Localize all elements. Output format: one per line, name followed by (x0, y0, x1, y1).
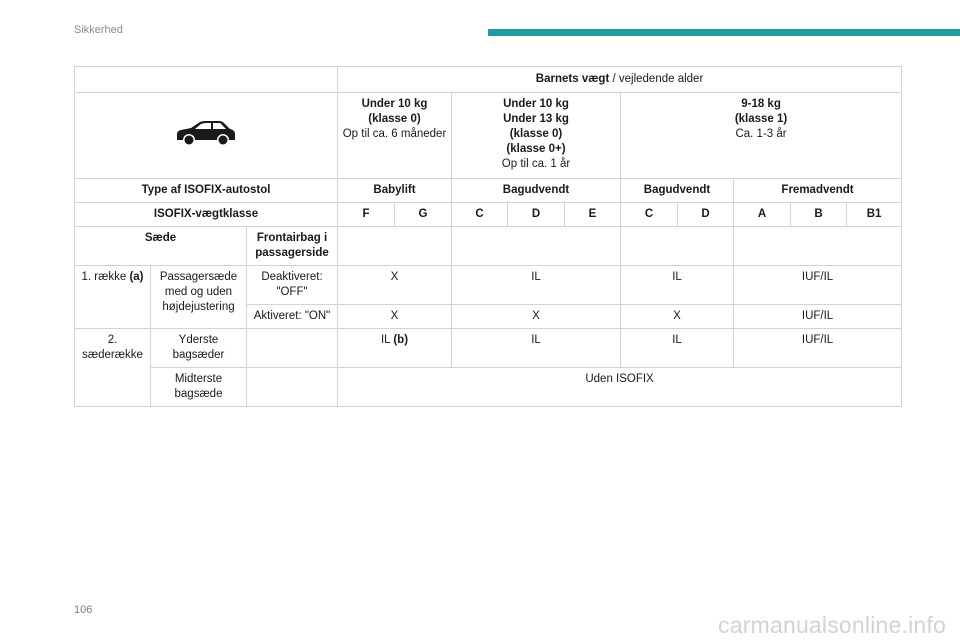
weight-class-cell: F (338, 203, 395, 227)
value-cell: IL (b) (338, 329, 452, 368)
value-cell: IL (452, 329, 621, 368)
value-cell: IUF/IL (734, 305, 902, 329)
category-9-18kg: 9-18 kg (klasse 1) Ca. 1-3 år (621, 93, 902, 179)
category-under-13kg: Under 10 kg Under 13 kg (klasse 0) (klasse 0+) Op til ca. 1 år (452, 93, 621, 179)
seat-type-cell: Bagudvendt (452, 179, 621, 203)
empty-cell (247, 368, 338, 407)
weight-class-cell: C (452, 203, 508, 227)
value-cell: X (621, 305, 734, 329)
page-number: 106 (74, 604, 93, 616)
seat-type-label: Type af ISOFIX-autostol (75, 179, 338, 203)
empty-cell (621, 227, 734, 266)
row1-deactivated (75, 266, 902, 305)
empty-cell (247, 329, 338, 368)
middle-seat: Midterste bagsæde (151, 368, 247, 407)
value-cell: X (452, 305, 621, 329)
airbag-header: Frontairbag i passagerside (247, 227, 338, 266)
weight-class-cell: D (678, 203, 734, 227)
weight-class-cell: B1 (847, 203, 902, 227)
value-cell: X (338, 266, 452, 305)
weight-class-cell: D (508, 203, 565, 227)
watermark: carmanualsonline.info (718, 612, 946, 638)
empty-cell (338, 227, 452, 266)
row2-middle (75, 368, 902, 407)
empty-corner-cell (75, 67, 338, 93)
weight-class-cell: E (565, 203, 621, 227)
car-icon-cell (75, 93, 338, 179)
outer-seat: Yderste bagsæder (151, 329, 247, 368)
seat-header: Sæde (75, 227, 247, 266)
seat-type-row (75, 179, 902, 203)
airbag-activated: Aktiveret: "ON" (247, 305, 338, 329)
isofix-table (74, 66, 902, 407)
middle-value: Uden ISOFIX (338, 368, 902, 407)
value-cell: IUF/IL (734, 329, 902, 368)
seat-type-cell: Bagudvendt (621, 179, 734, 203)
row1-seat: Passagersæde med og uden højdejustering (151, 266, 247, 329)
car-side-icon (174, 138, 238, 150)
weight-header-row (75, 67, 902, 93)
header-accent-bar (488, 29, 960, 36)
section-title: Sikkerhed (74, 24, 123, 36)
weight-class-cell: A (734, 203, 791, 227)
row1-label: 1. række (a) (75, 266, 151, 329)
weight-class-cell: B (791, 203, 847, 227)
row2-label: 2. sæderække (75, 329, 151, 407)
seat-type-cell: Fremadvendt (734, 179, 902, 203)
category-under-10kg: Under 10 kg (klasse 0) Op til ca. 6 måneder (338, 93, 452, 179)
value-cell: IL (621, 329, 734, 368)
weight-class-cell: C (621, 203, 678, 227)
value-cell: X (338, 305, 452, 329)
airbag-deactivated: Deaktiveret: "OFF" (247, 266, 338, 305)
seat-header-row (75, 227, 902, 266)
value-cell: IUF/IL (734, 266, 902, 305)
value-cell: IL (621, 266, 734, 305)
weight-class-row (75, 203, 902, 227)
value-cell: IL (452, 266, 621, 305)
row2-outer (75, 329, 902, 368)
weight-class-label: ISOFIX-vægtklasse (75, 203, 338, 227)
category-row (75, 93, 902, 179)
empty-cell (452, 227, 621, 266)
weight-header: Barnets vægt / vejledende alder (338, 67, 902, 93)
weight-class-cell: G (395, 203, 452, 227)
empty-cell (734, 227, 902, 266)
seat-type-cell: Babylift (338, 179, 452, 203)
